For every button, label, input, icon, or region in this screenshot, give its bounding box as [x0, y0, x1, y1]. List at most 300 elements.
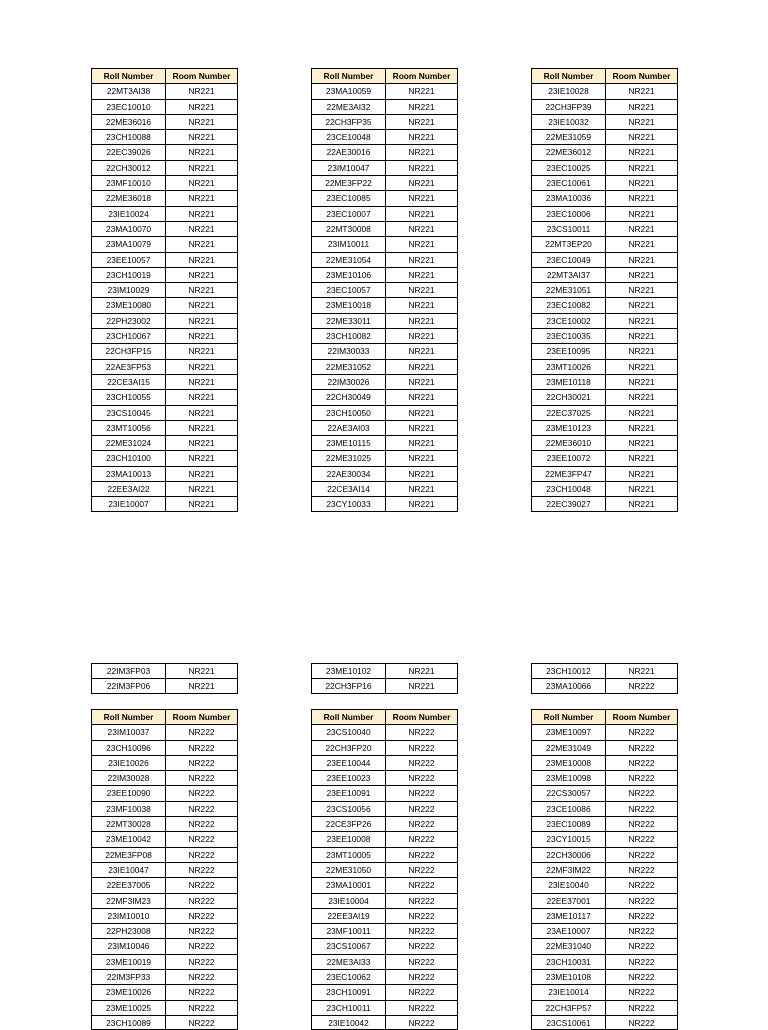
room-number-cell: NR222 [605, 770, 678, 785]
table-row [311, 389, 458, 404]
table-row [311, 343, 458, 358]
table-row [91, 114, 238, 129]
room-number-cell: NR221 [385, 144, 458, 159]
roll-number-cell: 22ME31049 [531, 740, 605, 755]
table-row [311, 282, 458, 297]
table-row [531, 313, 678, 328]
room-number-cell: NR222 [165, 740, 238, 755]
table-row [311, 236, 458, 251]
table-row [311, 252, 458, 267]
room-number-cell: NR221 [385, 282, 458, 297]
roll-number-cell: 22MT3AI37 [531, 267, 605, 282]
room-number-cell: NR221 [605, 297, 678, 312]
roll-number-cell: 23ME10080 [91, 297, 165, 312]
room-number-cell: NR221 [605, 466, 678, 481]
table-row [91, 282, 238, 297]
room-number-cell: NR221 [165, 496, 238, 511]
table-row [311, 785, 458, 800]
roll-number-cell: 23EC10025 [531, 160, 605, 175]
room-number-cell: NR222 [605, 969, 678, 984]
table-row [91, 297, 238, 312]
table-row [91, 877, 238, 892]
table-row [531, 206, 678, 221]
room-number-cell: NR221 [385, 190, 458, 205]
room-number-cell: NR222 [165, 831, 238, 846]
table-row [311, 678, 458, 693]
roll-number-cell: 23CH10050 [311, 405, 385, 420]
room-number-header: Room Number [385, 68, 458, 83]
roll-number-cell: 23MA10059 [311, 83, 385, 98]
roll-number-cell: 22ME31052 [311, 359, 385, 374]
table-row [91, 1000, 238, 1015]
roll-number-cell: 22MT3AI38 [91, 83, 165, 98]
allocation-table [91, 663, 238, 694]
room-number-cell: NR222 [605, 954, 678, 969]
table-row [311, 313, 458, 328]
roll-number-cell: 22EC37025 [531, 405, 605, 420]
table-row [311, 450, 458, 465]
table-row [311, 359, 458, 374]
room-number-cell: NR222 [165, 1015, 238, 1030]
allocation-table [531, 663, 678, 694]
roll-number-cell: 23EC10006 [531, 206, 605, 221]
roll-number-cell: 23EC10035 [531, 328, 605, 343]
room-number-cell: NR221 [165, 435, 238, 450]
table-row [531, 755, 678, 770]
table-row [91, 328, 238, 343]
room-number-cell: NR222 [605, 847, 678, 862]
room-number-cell: NR221 [385, 328, 458, 343]
table-row [311, 877, 458, 892]
roll-number-cell: 23CH10088 [91, 129, 165, 144]
roll-number-cell: 23IE10026 [91, 755, 165, 770]
roll-number-cell: 23IM10010 [91, 908, 165, 923]
room-number-cell: NR221 [165, 236, 238, 251]
allocation-table [91, 709, 238, 1030]
roll-number-cell: 23IE10028 [531, 83, 605, 98]
table-row [311, 328, 458, 343]
roll-number-cell: 23CH10067 [91, 328, 165, 343]
roll-number-cell: 23EC10062 [311, 969, 385, 984]
table-row [311, 908, 458, 923]
room-number-cell: NR221 [165, 144, 238, 159]
roll-number-cell: 22ME33011 [311, 313, 385, 328]
roll-number-cell: 22IM30033 [311, 343, 385, 358]
roll-number-cell: 23ME10117 [531, 908, 605, 923]
room-number-cell: NR221 [165, 175, 238, 190]
room-number-cell: NR221 [165, 328, 238, 343]
roll-number-cell: 23CH10082 [311, 328, 385, 343]
roll-number-cell: 22MT30028 [91, 816, 165, 831]
roll-number-cell: 23ME10097 [531, 724, 605, 739]
roll-number-cell: 23EC10061 [531, 175, 605, 190]
table-row [311, 221, 458, 236]
room-number-cell: NR221 [165, 129, 238, 144]
table-row [91, 801, 238, 816]
roll-number-cell: 22ME36012 [531, 144, 605, 159]
table-row [311, 969, 458, 984]
table-row [531, 893, 678, 908]
table-header-row [311, 709, 458, 724]
room-number-header: Room Number [605, 68, 678, 83]
room-number-cell: NR222 [605, 1000, 678, 1015]
room-number-cell: NR222 [605, 755, 678, 770]
room-number-cell: NR222 [165, 877, 238, 892]
room-number-cell: NR222 [165, 770, 238, 785]
roll-number-cell: 22CH3FP15 [91, 343, 165, 358]
room-number-header: Room Number [605, 709, 678, 724]
table-row [311, 847, 458, 862]
table-row [311, 816, 458, 831]
roll-number-cell: 23ME10042 [91, 831, 165, 846]
table-header-row [311, 68, 458, 83]
room-number-cell: NR222 [385, 984, 458, 999]
roll-number-cell: 23CH10100 [91, 450, 165, 465]
table-row [91, 496, 238, 511]
roll-number-cell: 22EE37001 [531, 893, 605, 908]
table-row [531, 160, 678, 175]
roll-number-cell: 23IE10032 [531, 114, 605, 129]
table-row [91, 144, 238, 159]
room-number-cell: NR222 [165, 969, 238, 984]
roll-number-cell: 23CH10089 [91, 1015, 165, 1030]
roll-number-header: Roll Number [91, 709, 165, 724]
roll-number-cell: 22ME31025 [311, 450, 385, 465]
room-number-cell: NR221 [605, 435, 678, 450]
table-row [91, 343, 238, 358]
table-row [531, 374, 678, 389]
table-header-row [531, 709, 678, 724]
table-row [91, 893, 238, 908]
room-number-cell: NR221 [165, 282, 238, 297]
room-number-cell: NR222 [385, 1015, 458, 1030]
roll-number-cell: 22CH3FP57 [531, 1000, 605, 1015]
room-number-cell: NR221 [605, 114, 678, 129]
room-number-cell: NR222 [605, 1015, 678, 1030]
table-row [531, 801, 678, 816]
room-number-cell: NR221 [385, 435, 458, 450]
room-number-cell: NR221 [385, 678, 458, 693]
table-row [531, 282, 678, 297]
table-row [311, 801, 458, 816]
room-number-cell: NR221 [165, 678, 238, 693]
table-row [531, 175, 678, 190]
table-row [91, 847, 238, 862]
room-number-cell: NR222 [385, 770, 458, 785]
room-number-cell: NR222 [165, 923, 238, 938]
roll-number-cell: 23CH10019 [91, 267, 165, 282]
roll-number-cell: 23CS10045 [91, 405, 165, 420]
room-number-cell: NR221 [165, 466, 238, 481]
table-row [311, 1015, 458, 1030]
room-number-cell: NR222 [605, 908, 678, 923]
table-row [91, 160, 238, 175]
room-number-cell: NR221 [605, 282, 678, 297]
room-number-cell: NR221 [605, 252, 678, 267]
room-number-cell: NR222 [605, 785, 678, 800]
table-row [91, 984, 238, 999]
room-number-cell: NR221 [605, 175, 678, 190]
table-row [531, 770, 678, 785]
room-number-cell: NR221 [385, 374, 458, 389]
room-number-cell: NR222 [605, 724, 678, 739]
room-number-cell: NR221 [385, 359, 458, 374]
table-row [91, 663, 238, 678]
roll-number-cell: 22ME36018 [91, 190, 165, 205]
roll-number-cell: 23IE10004 [311, 893, 385, 908]
table-row [531, 129, 678, 144]
roll-number-cell: 22IM3FP03 [91, 663, 165, 678]
roll-number-cell: 23EC10010 [91, 99, 165, 114]
roll-number-cell: 23EC10057 [311, 282, 385, 297]
roll-number-cell: 22CH3FP35 [311, 114, 385, 129]
roll-number-cell: 23CH10096 [91, 740, 165, 755]
roll-number-cell: 22EC39027 [531, 496, 605, 511]
roll-number-cell: 22CH3FP16 [311, 678, 385, 693]
table-row [531, 99, 678, 114]
table-row [91, 450, 238, 465]
room-number-cell: NR222 [605, 862, 678, 877]
table-row [91, 359, 238, 374]
roll-number-cell: 23IM10047 [311, 160, 385, 175]
table-row [531, 663, 678, 678]
table-row [531, 435, 678, 450]
roll-number-cell: 22IM30026 [311, 374, 385, 389]
room-number-cell: NR221 [165, 481, 238, 496]
roll-number-cell: 22CE3FP26 [311, 816, 385, 831]
room-number-cell: NR222 [165, 908, 238, 923]
room-number-cell: NR222 [165, 862, 238, 877]
room-number-cell: NR221 [165, 450, 238, 465]
table-row [91, 740, 238, 755]
table-row [311, 954, 458, 969]
room-number-cell: NR222 [605, 877, 678, 892]
allocation-table [311, 663, 458, 694]
room-number-cell: NR221 [605, 343, 678, 358]
room-number-cell: NR221 [385, 496, 458, 511]
roll-number-cell: 23CS10067 [311, 938, 385, 953]
room-number-header: Room Number [385, 709, 458, 724]
roll-number-cell: 23EE10044 [311, 755, 385, 770]
roll-number-cell: 23CH10031 [531, 954, 605, 969]
room-number-cell: NR221 [605, 481, 678, 496]
room-number-cell: NR221 [165, 267, 238, 282]
table-row [91, 724, 238, 739]
room-number-cell: NR221 [165, 359, 238, 374]
table-header-row [91, 709, 238, 724]
roll-number-cell: 23EE10090 [91, 785, 165, 800]
roll-number-cell: 23IM10037 [91, 724, 165, 739]
room-number-cell: NR222 [385, 954, 458, 969]
roll-number-cell: 23EE10057 [91, 252, 165, 267]
table-row [91, 770, 238, 785]
roll-number-cell: 23MA10013 [91, 466, 165, 481]
roll-number-cell: 22AE3AI03 [311, 420, 385, 435]
room-number-cell: NR222 [385, 816, 458, 831]
room-number-cell: NR222 [385, 908, 458, 923]
allocation-table [531, 68, 678, 512]
roll-number-cell: 22AE3FP53 [91, 359, 165, 374]
roll-number-cell: 23IE10040 [531, 877, 605, 892]
room-number-cell: NR222 [385, 847, 458, 862]
roll-number-cell: 22PH23008 [91, 923, 165, 938]
roll-number-cell: 23IM10046 [91, 938, 165, 953]
roll-number-cell: 22ME31059 [531, 129, 605, 144]
room-number-cell: NR221 [385, 267, 458, 282]
roll-number-cell: 22IM30028 [91, 770, 165, 785]
allocation-table [311, 68, 458, 512]
room-number-cell: NR222 [165, 938, 238, 953]
table-row [91, 816, 238, 831]
table-row [311, 405, 458, 420]
roll-number-cell: 23ME10123 [531, 420, 605, 435]
table-row [91, 969, 238, 984]
table-row [531, 83, 678, 98]
roll-number-cell: 23EC10082 [531, 297, 605, 312]
roll-number-cell: 23MA10066 [531, 678, 605, 693]
room-number-cell: NR221 [165, 374, 238, 389]
room-number-cell: NR221 [605, 405, 678, 420]
room-number-cell: NR222 [165, 755, 238, 770]
table-row [531, 1015, 678, 1030]
room-number-cell: NR222 [605, 938, 678, 953]
table-row [531, 297, 678, 312]
table-row [311, 420, 458, 435]
room-number-cell: NR221 [605, 389, 678, 404]
roll-number-cell: 22CS30057 [531, 785, 605, 800]
room-number-cell: NR221 [385, 466, 458, 481]
table-row [91, 755, 238, 770]
table-row [91, 466, 238, 481]
table-row [91, 129, 238, 144]
room-number-cell: NR222 [385, 877, 458, 892]
roll-number-cell: 22ME3FP47 [531, 466, 605, 481]
table-row [311, 862, 458, 877]
room-number-cell: NR221 [385, 114, 458, 129]
table-row [531, 816, 678, 831]
room-number-cell: NR221 [605, 144, 678, 159]
room-number-cell: NR221 [605, 359, 678, 374]
room-number-cell: NR221 [165, 114, 238, 129]
room-number-cell: NR222 [385, 785, 458, 800]
room-number-cell: NR221 [605, 496, 678, 511]
table-row [91, 954, 238, 969]
table-row [311, 129, 458, 144]
room-number-cell: NR221 [385, 343, 458, 358]
room-number-cell: NR222 [605, 801, 678, 816]
roll-number-cell: 23IE10024 [91, 206, 165, 221]
table-row [311, 938, 458, 953]
roll-number-cell: 22MF3IM23 [91, 893, 165, 908]
roll-number-cell: 22MF3IM22 [531, 862, 605, 877]
roll-number-cell: 22ME31051 [531, 282, 605, 297]
room-number-cell: NR221 [605, 450, 678, 465]
table-row [311, 923, 458, 938]
roll-number-cell: 23IE10007 [91, 496, 165, 511]
table-row [311, 755, 458, 770]
roll-number-cell: 22CE3AI15 [91, 374, 165, 389]
roll-number-cell: 22CH3FP20 [311, 740, 385, 755]
room-number-cell: NR221 [385, 389, 458, 404]
roll-number-cell: 23EC10049 [531, 252, 605, 267]
roll-number-cell: 23ME10098 [531, 770, 605, 785]
roll-number-cell: 22EE3AI19 [311, 908, 385, 923]
room-number-cell: NR222 [385, 831, 458, 846]
roll-number-cell: 23EE10072 [531, 450, 605, 465]
room-number-cell: NR222 [605, 831, 678, 846]
roll-number-cell: 22ME3FP08 [91, 847, 165, 862]
table-row [311, 144, 458, 159]
room-number-cell: NR221 [165, 313, 238, 328]
room-number-cell: NR221 [385, 160, 458, 175]
room-number-cell: NR221 [165, 83, 238, 98]
room-number-cell: NR221 [165, 221, 238, 236]
room-number-cell: NR222 [385, 724, 458, 739]
roll-number-header: Roll Number [531, 68, 605, 83]
room-number-cell: NR222 [605, 923, 678, 938]
roll-number-cell: 22ME3FP22 [311, 175, 385, 190]
table-row [91, 862, 238, 877]
table-row [531, 267, 678, 282]
roll-number-cell: 23AE10007 [531, 923, 605, 938]
allocation-table [91, 68, 238, 512]
roll-number-cell: 22IM3FP33 [91, 969, 165, 984]
table-row [531, 984, 678, 999]
roll-number-cell: 23ME10108 [531, 969, 605, 984]
roll-number-cell: 23CH10055 [91, 389, 165, 404]
roll-number-cell: 23EC10085 [311, 190, 385, 205]
table-row [531, 236, 678, 251]
roll-number-cell: 23CH10012 [531, 663, 605, 678]
table-row [531, 190, 678, 205]
table-row [91, 267, 238, 282]
roll-number-cell: 22ME31024 [91, 435, 165, 450]
roll-number-cell: 22MT3EP20 [531, 236, 605, 251]
table-row [531, 678, 678, 693]
table-row [91, 678, 238, 693]
roll-number-header: Roll Number [311, 68, 385, 83]
roll-number-cell: 22ME31054 [311, 252, 385, 267]
roll-number-cell: 22CH30049 [311, 389, 385, 404]
room-number-cell: NR221 [385, 663, 458, 678]
table-row [531, 923, 678, 938]
table-row [531, 405, 678, 420]
room-number-cell: NR222 [165, 954, 238, 969]
allocation-table [311, 709, 458, 1030]
room-number-cell: NR221 [165, 405, 238, 420]
roll-number-cell: 23MT10026 [531, 359, 605, 374]
room-number-cell: NR222 [385, 893, 458, 908]
roll-number-cell: 23EC10089 [531, 816, 605, 831]
table-row [311, 466, 458, 481]
table-row [311, 481, 458, 496]
room-number-cell: NR222 [385, 740, 458, 755]
room-number-cell: NR221 [385, 420, 458, 435]
table-row [531, 724, 678, 739]
roll-number-cell: 22AE30034 [311, 466, 385, 481]
roll-number-cell: 23EE10091 [311, 785, 385, 800]
roll-number-cell: 22IM3FP06 [91, 678, 165, 693]
table-row [531, 144, 678, 159]
table-row [531, 114, 678, 129]
table-row [91, 481, 238, 496]
room-number-cell: NR221 [165, 663, 238, 678]
roll-number-cell: 23EE10023 [311, 770, 385, 785]
room-number-cell: NR221 [605, 236, 678, 251]
roll-number-cell: 23CH10048 [531, 481, 605, 496]
roll-number-cell: 22EE37005 [91, 877, 165, 892]
table-row [91, 206, 238, 221]
